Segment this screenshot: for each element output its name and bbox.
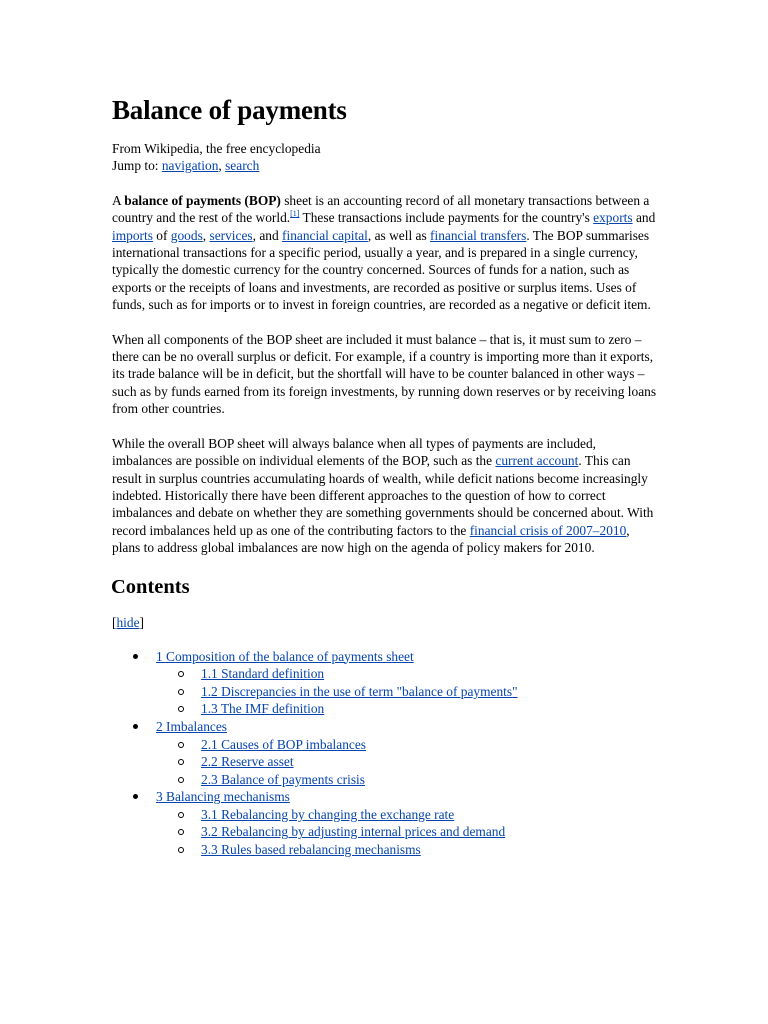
toc-hide-link[interactable]: hide [116, 614, 140, 630]
balance-paragraph: When all components of the BOP sheet are included it must balance – that is, it must sum to zero – there can be no overall surplus or deficit. For example, if a country is importing more than it exports, its trade balance will be in deficit, but the shortfall will have to be counter balanced in other ways – such as by funds earned from its foreign investments, by running down reserves or by receiving loans from other countries. [112, 331, 657, 417]
toc-sublist [156, 665, 657, 718]
text-run: . This can result in surplus countries accumulating hoards of wealth, while deficit nations become increasingly indebted. Historically there have been different approaches to the question of how to correct imbalances and debate on whether they are something governments should be concerned about. With record imbalances held up as one of the contributing factors to the [112, 453, 654, 538]
text-run: of [152, 227, 171, 243]
toc-link-causes[interactable]: 2.1 Causes of BOP imbalances [201, 736, 367, 752]
services-link[interactable]: services [209, 227, 253, 243]
toc-subitem [156, 806, 657, 824]
financial-transfers-link[interactable]: financial transfers [430, 227, 527, 243]
toc-item [112, 788, 657, 858]
toc-link-imf-definition[interactable]: 1.3 The IMF definition [201, 701, 325, 717]
article [112, 94, 657, 859]
bold-term: balance of payments (BOP) [124, 192, 281, 208]
goods-link[interactable]: goods [170, 227, 203, 243]
text-run: , [202, 227, 210, 243]
contents-heading: Contents [111, 575, 190, 598]
jump-links [112, 157, 657, 174]
bracket-close: ] [139, 614, 144, 630]
toc-subitem [156, 823, 657, 841]
toc-link-exchange-rate[interactable]: 3.1 Rebalancing by changing the exchange rate [201, 806, 455, 822]
toc-link-bop-crisis[interactable]: 2.3 Balance of payments crisis [201, 771, 365, 787]
text-run: sheet is an accounting record of all monetary transactions between a country and the rest of the world. [112, 192, 650, 226]
toc-sublist [156, 736, 657, 789]
financial-capital-link[interactable]: financial capital [282, 227, 368, 243]
toc-link-imbalances[interactable]: 2 Imbalances [156, 718, 228, 734]
toc-subitem [156, 700, 657, 718]
jump-navigation-link[interactable]: navigation [161, 158, 219, 174]
imbalance-paragraph [112, 435, 657, 557]
toc-link-composition[interactable]: 1 Composition of the balance of payments sheet [156, 648, 414, 664]
imports-link[interactable]: imports [112, 227, 153, 243]
toc-sublist [156, 806, 657, 859]
bracket-open: [ [112, 614, 117, 630]
text-run: A [112, 192, 125, 208]
toc-item [112, 648, 657, 718]
text-run: While the overall BOP sheet will always balance when all types of payments are included, imbalances are possible on individual elements of the BOP, such as the [112, 435, 597, 469]
toc-link-discrepancies[interactable]: 1.2 Discrepancies in the use of term "balance of payments" [201, 683, 518, 699]
jump-search-link[interactable]: search [225, 158, 260, 174]
text-run: These transactions include payments for the country's [299, 210, 594, 226]
toc-toggle [112, 614, 657, 631]
toc-subitem [156, 665, 657, 683]
financial-crisis-link[interactable]: financial crisis of 2007–2010 [469, 522, 627, 538]
site-sub: From Wikipedia, the free encyclopedia [112, 141, 321, 156]
toc-subitem [156, 683, 657, 701]
text-run: . The BOP summarises international transactions for a specific period, usually a year, and is prepared in a single currency, typically the domestic currency for the country concerned. Sources of funds for a nation, such as exports or the receipts of loans and investments, are recorded as positive or surplus items. Uses of funds, such as for imports or to invest in foreign countries, are recorded as a negative or deficit item. [112, 227, 651, 313]
jump-to-label: Jump to: [112, 158, 162, 174]
toc-link-balancing-mechanisms[interactable]: 3 Balancing mechanisms [156, 789, 290, 805]
toc-subitem [156, 771, 657, 789]
toc-link-rules-based[interactable]: 3.3 Rules based rebalancing mechanisms [201, 842, 421, 858]
current-account-link[interactable]: current account [495, 453, 579, 469]
jump-separator: , [218, 158, 226, 174]
toc-subitem [156, 736, 657, 754]
toc-link-internal-prices[interactable]: 3.2 Rebalancing by adjusting internal prices and demand [201, 824, 506, 840]
page-title: Balance of payments [112, 95, 347, 125]
reference-link[interactable]: [1] [290, 209, 300, 219]
toc-list [112, 648, 657, 859]
exports-link[interactable]: exports [593, 210, 633, 226]
text-run: , and [252, 227, 283, 243]
toc-link-standard-definition[interactable]: 1.1 Standard definition [201, 666, 325, 682]
text-run: , as well as [367, 227, 431, 243]
toc-link-reserve-asset[interactable]: 2.2 Reserve asset [201, 754, 294, 770]
text-run: and [632, 210, 656, 226]
intro-paragraph [112, 192, 657, 314]
toc-subitem [156, 753, 657, 771]
text-run: , plans to address global imbalances are now high on the agenda of policy makers for 2010. [112, 522, 630, 556]
toc-item [112, 718, 657, 788]
toc-subitem [156, 841, 657, 859]
